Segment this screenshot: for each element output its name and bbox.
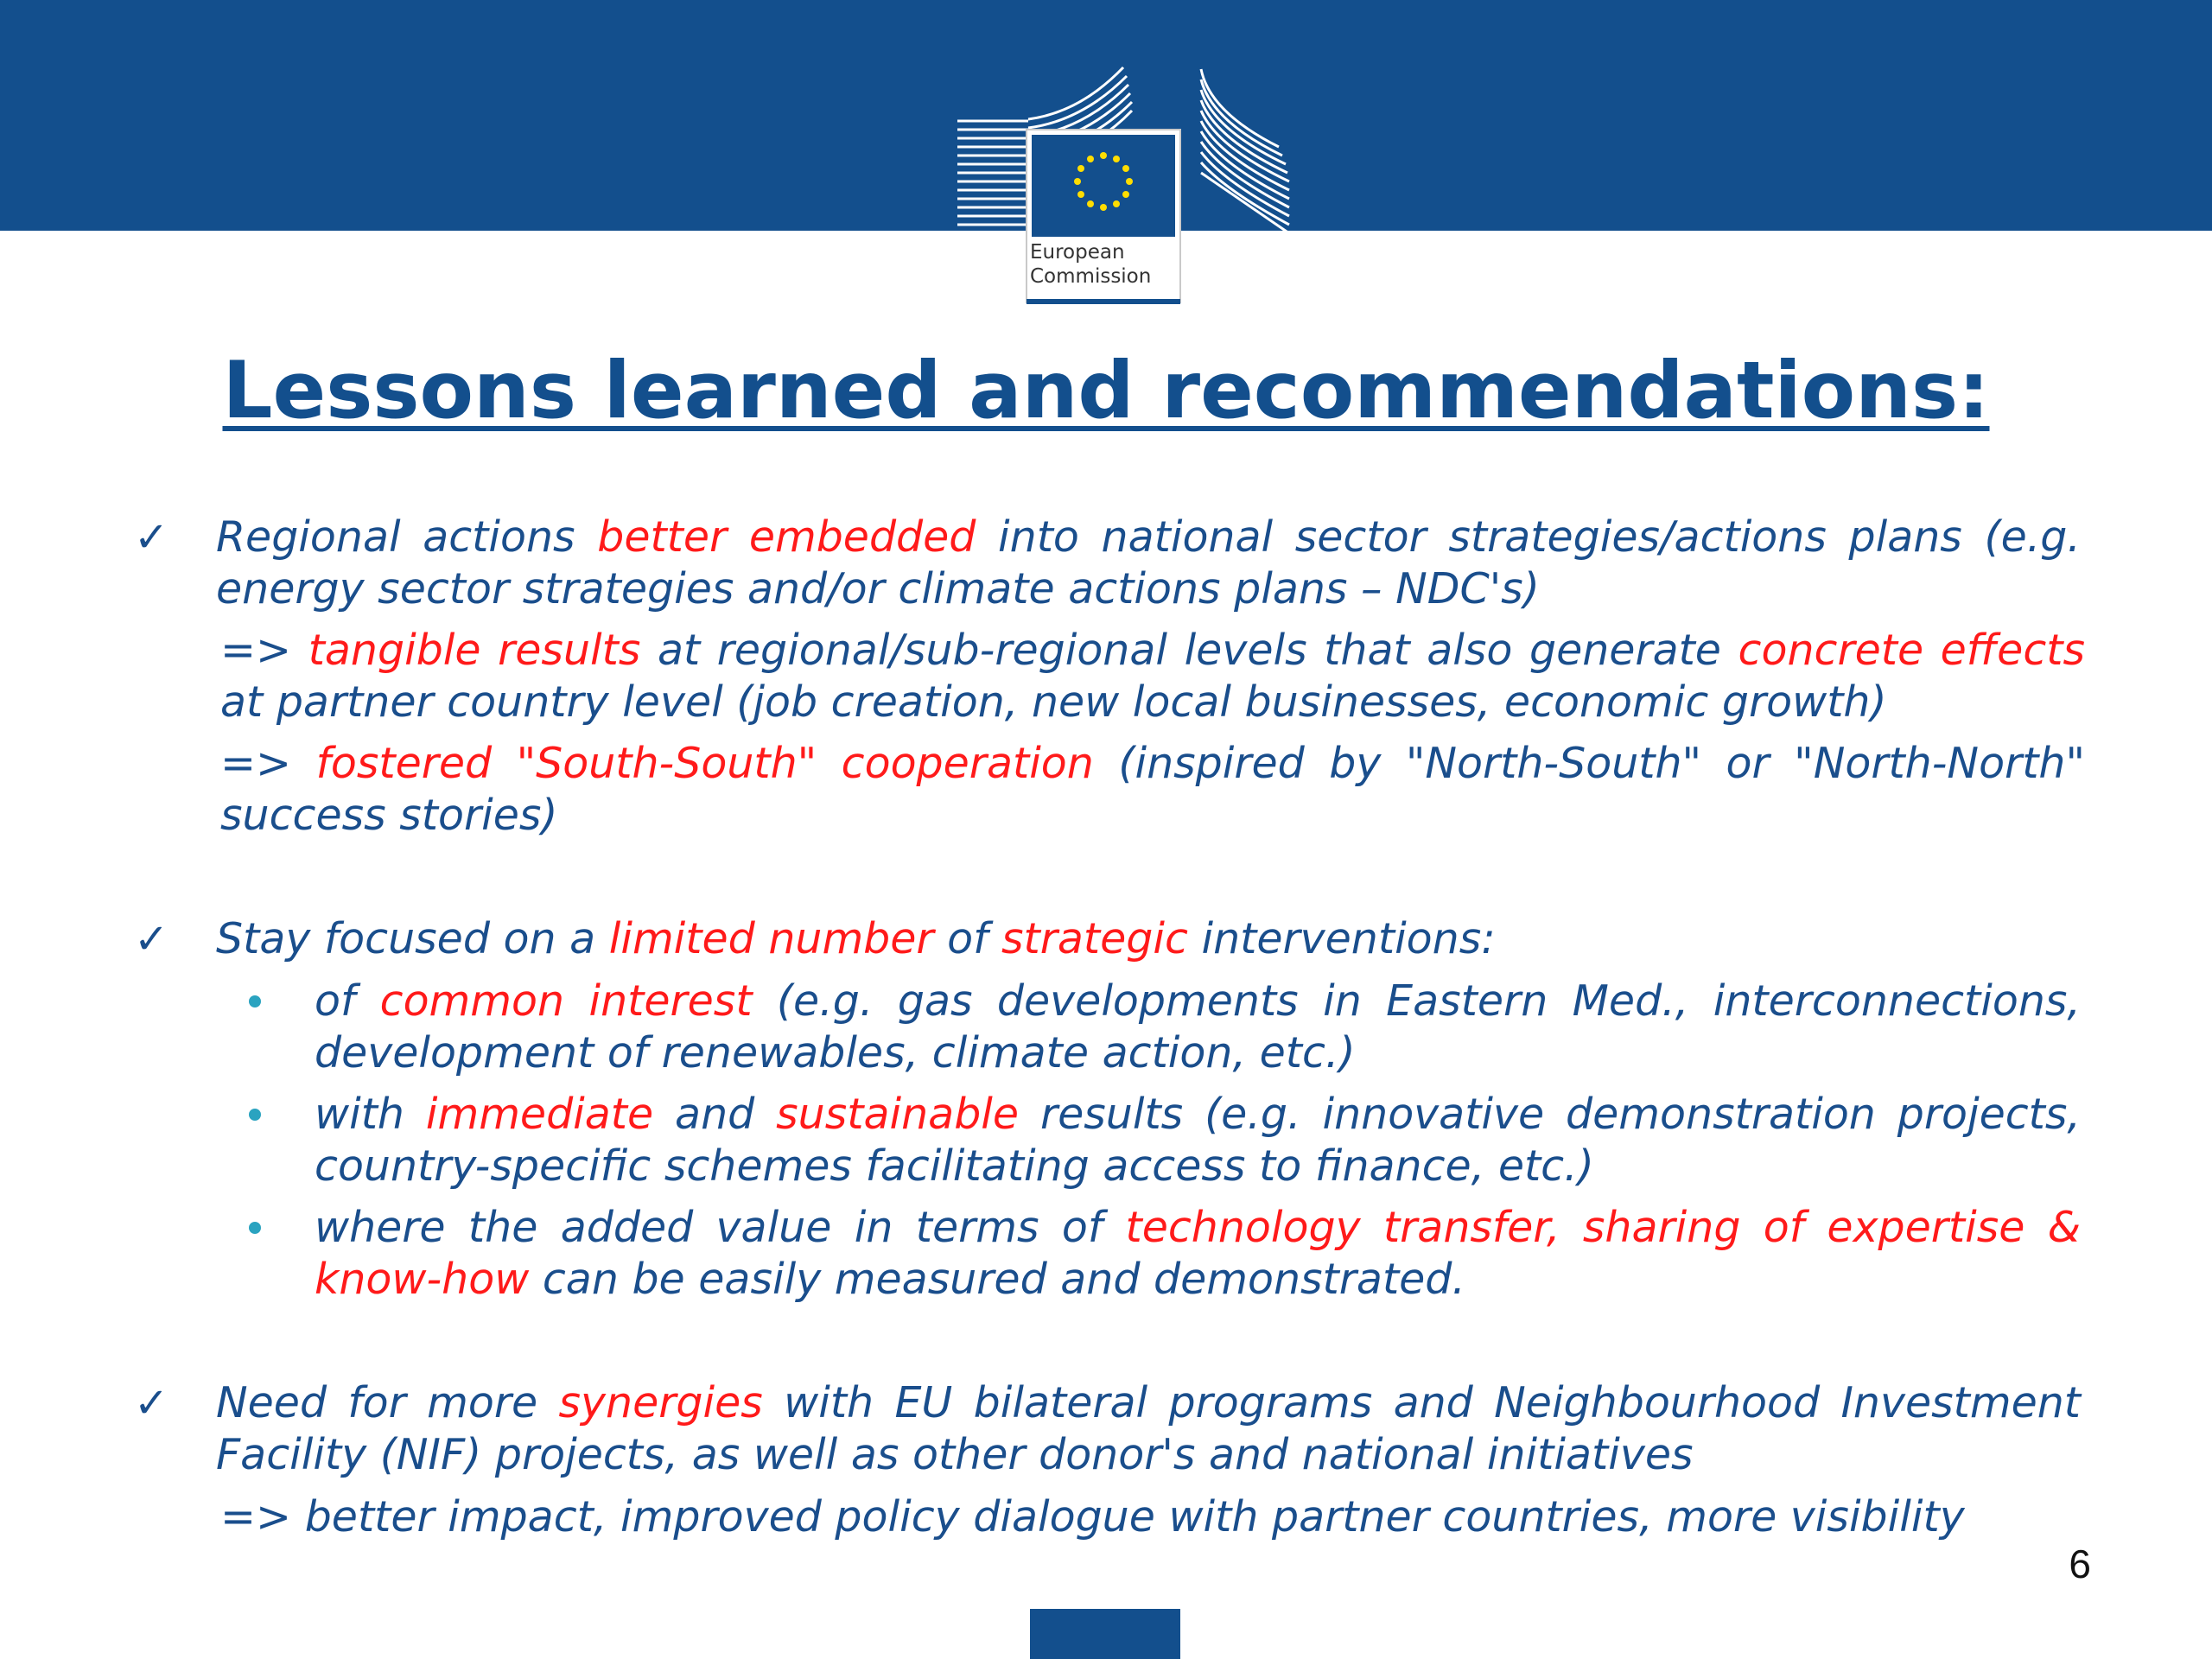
check-mark-icon: ✓	[134, 513, 169, 562]
page-title: Lessons learned and recommendations:	[222, 346, 1990, 436]
section2-bullet1	[315, 976, 2081, 1079]
section1-paragraph1	[216, 512, 2081, 615]
bullet-icon	[249, 995, 261, 1007]
text: of	[315, 976, 380, 1026]
highlight-text: technology transfer, sharing of expertise & know-how	[315, 1203, 2081, 1304]
bullet-icon	[249, 1222, 261, 1234]
text: results (e.g. innovative demonstration projects, country-specific schemes facilitating access to finance, etc.)	[315, 1090, 2081, 1191]
section1-paragraph3	[220, 738, 2085, 842]
text: =>	[220, 626, 308, 675]
highlight-text: synergies	[558, 1378, 763, 1427]
check-mark-icon: ✓	[134, 915, 169, 963]
section3-paragraph1	[216, 1377, 2081, 1481]
text: where the added value in terms of	[315, 1203, 1126, 1252]
text: at partner country level (job creation, new local businesses, economic growth)	[220, 677, 1887, 727]
section2-bullet2	[315, 1089, 2081, 1192]
logo-label	[1030, 240, 1177, 289]
highlight-text: concrete effects	[1738, 626, 2086, 675]
bullet-icon	[249, 1109, 261, 1121]
text: Stay focused on a	[216, 914, 609, 963]
highlight-text: tangible results	[308, 626, 641, 675]
highlight-text: sustainable	[776, 1090, 1020, 1139]
text: can be easily measured and demonstrated.	[529, 1255, 1465, 1304]
text: interventions:	[1187, 914, 1496, 963]
highlight-text: better embedded	[597, 512, 976, 562]
text: with EU bilateral programs and Neighbourhood Investment Facility (NIF) projects, as well as other donor's and national initiatives	[216, 1378, 2082, 1479]
text: Regional actions	[216, 512, 598, 562]
text: (inspired by "North-South" or "North-North" success stories)	[220, 739, 2086, 840]
logo-text-line2: Commission	[1030, 265, 1152, 288]
logo-text-line1: European	[1030, 241, 1125, 264]
highlight-text: strategic	[1001, 914, 1188, 963]
page-number: 6	[2069, 1541, 2091, 1586]
text: of	[933, 914, 1001, 963]
section2-intro	[216, 913, 2081, 965]
check-mark-icon: ✓	[134, 1379, 169, 1427]
highlight-text: common interest	[379, 976, 753, 1026]
highlight-text: fostered "South-South" cooperation	[315, 739, 1094, 788]
text: (e.g. gas developments in Eastern Med., interconnections, development of renewables, climate action, etc.)	[315, 976, 2081, 1077]
section1-paragraph2	[220, 625, 2085, 728]
text: and	[653, 1090, 777, 1139]
highlight-text: limited number	[608, 914, 934, 963]
section2-bullet3	[315, 1202, 2081, 1306]
text: =>	[220, 739, 316, 788]
footer-blue-block	[1030, 1609, 1180, 1659]
highlight-text: immediate	[425, 1090, 654, 1139]
text: into national sector strategies/actions plans (e.g. energy sector strategies and/or climate actions plans – NDC's)	[216, 512, 2081, 613]
european-commission-logo	[950, 60, 1313, 308]
text: Need for more	[216, 1378, 559, 1427]
text: with	[315, 1090, 426, 1139]
section3-paragraph2: => better impact, improved policy dialogue with partner countries, more visibility	[220, 1492, 1965, 1541]
text: at regional/sub-regional levels that also generate	[640, 626, 1738, 675]
